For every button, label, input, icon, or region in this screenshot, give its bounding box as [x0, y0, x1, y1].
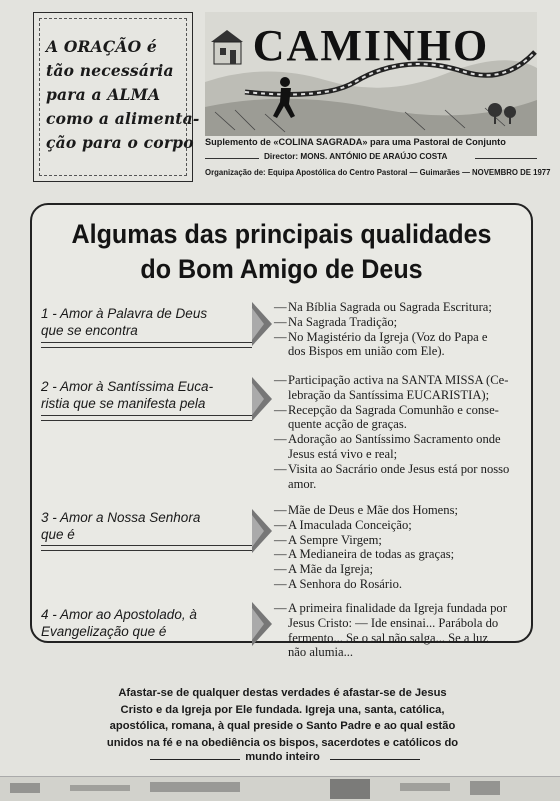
quality-label-line: 1 - Amor à Palavra de Deus	[41, 306, 208, 321]
closing-line: unidos na fé e na obediência os bispos, sacerdotes e católicos do	[106, 736, 459, 749]
answer-item: — Adoração ao Santíssimo Sacramento onde Jesus está vivo e real;	[276, 432, 526, 462]
quality-label-line: Evangelização que é	[41, 624, 167, 639]
arrow-icon	[252, 375, 272, 423]
quality-2-label	[41, 378, 256, 412]
quality-4-answers	[276, 601, 526, 660]
quality-label-line: 2 - Amor à Santíssima Euca-	[41, 379, 214, 394]
quote-text	[46, 35, 200, 155]
quality-2-answers	[276, 373, 526, 491]
answer-item: — Mãe de Deus e Mãe dos Homens;	[276, 503, 526, 518]
closing-last-row	[30, 751, 535, 767]
masthead-illustration	[205, 12, 537, 136]
director-name: Director: MONS. ANTÓNIO DE ARAÚJO COSTA	[261, 152, 450, 161]
quality-1-underline	[41, 342, 252, 348]
closing-line: apostólica, romana, à qual preside o Santo Padre e ao qual estão	[109, 720, 456, 732]
main-title-line: do Bom Amigo de Deus	[140, 254, 423, 284]
arrow-icon	[252, 507, 272, 555]
quote-line: tão necessária	[46, 61, 174, 80]
quote-line: para a ALMA	[46, 85, 161, 104]
director-row	[205, 152, 537, 164]
quality-label-line: ristia que se manifesta pela	[41, 396, 206, 411]
main-title	[48, 217, 516, 287]
quality-3-label	[41, 509, 256, 543]
organization-line: Organização de: Equipa Apostólica do Centro Pastoral — Guimarães — NOVEMBRO DE 1977	[205, 168, 551, 177]
closing-last-line: mundo inteiro	[245, 751, 320, 763]
answer-item: — Visita ao Sacrário onde Jesus está por nosso amor.	[276, 462, 526, 492]
answer-item: — Na Bíblia Sagrada ou Sagrada Escritura;	[276, 300, 526, 315]
answer-item: — No Magistério da Igreja (Voz do Papa e dos Bispos em união com Ele).	[276, 330, 526, 360]
quality-label-line: 4 - Amor ao Apostolado, à	[41, 607, 197, 622]
quote-line: como a alimenta-	[46, 109, 200, 128]
quote-line: ção para o corpo	[46, 133, 194, 152]
answer-item: — A Senhora do Rosário.	[276, 577, 526, 592]
quality-4-label	[41, 606, 256, 640]
page-edge-strip	[0, 776, 560, 801]
answer-item: — A Medianeira de todas as graças;	[276, 547, 526, 562]
answer-item: — Recepção da Sagrada Comunhão e conse- quente acção de graças.	[276, 403, 526, 433]
answer-item: — A Sempre Virgem;	[276, 533, 526, 548]
masthead	[205, 12, 537, 136]
director-rule-left	[205, 158, 259, 159]
answer-item: — Participação activa na SANTA MISSA (Ce- lebração da Santíssima EUCARISTIA);	[276, 373, 526, 403]
closing-line: Afastar-se de qualquer destas verdades é afastar-se de Jesus	[118, 687, 447, 699]
quality-3-underline	[41, 545, 252, 551]
answer-item: — A Mãe da Igreja;	[276, 562, 526, 577]
quality-label-line: que é	[41, 527, 75, 542]
director-rule-right	[475, 158, 537, 159]
quality-2-underline	[41, 415, 252, 421]
closing-paragraph	[30, 685, 535, 751]
quote-line: A ORAÇÃO é	[46, 37, 157, 56]
arrow-icon	[252, 300, 272, 348]
quality-label-line: 3 - Amor a Nossa Senhora	[41, 510, 201, 525]
arrow-icon	[252, 600, 272, 648]
quality-3-answers	[276, 503, 526, 592]
masthead-title: CAMINHO	[252, 21, 490, 70]
main-title-line: Algumas das principais qualidades	[71, 219, 492, 249]
masthead-subtitle: Suplemento de «COLINA SAGRADA» para uma Pastoral de Conjunto	[205, 137, 506, 147]
answer-item: — Na Sagrada Tradição;	[276, 315, 526, 330]
answer-item: — A Imaculada Conceição;	[276, 518, 526, 533]
answer-item: — A primeira finalidade da Igreja fundada por Jesus Cristo: — Ide ensinai... Parábola do fermento... Se o sal não salga... Se a luz não alumia...	[276, 601, 526, 660]
quality-label-line: que se encontra	[41, 323, 138, 338]
quote-box	[33, 12, 200, 182]
quality-1-label	[41, 305, 256, 339]
quality-1-answers	[276, 300, 526, 359]
closing-line: Cristo e da Igreja por Ele fundada. Igreja una, santa, católica,	[120, 703, 445, 716]
